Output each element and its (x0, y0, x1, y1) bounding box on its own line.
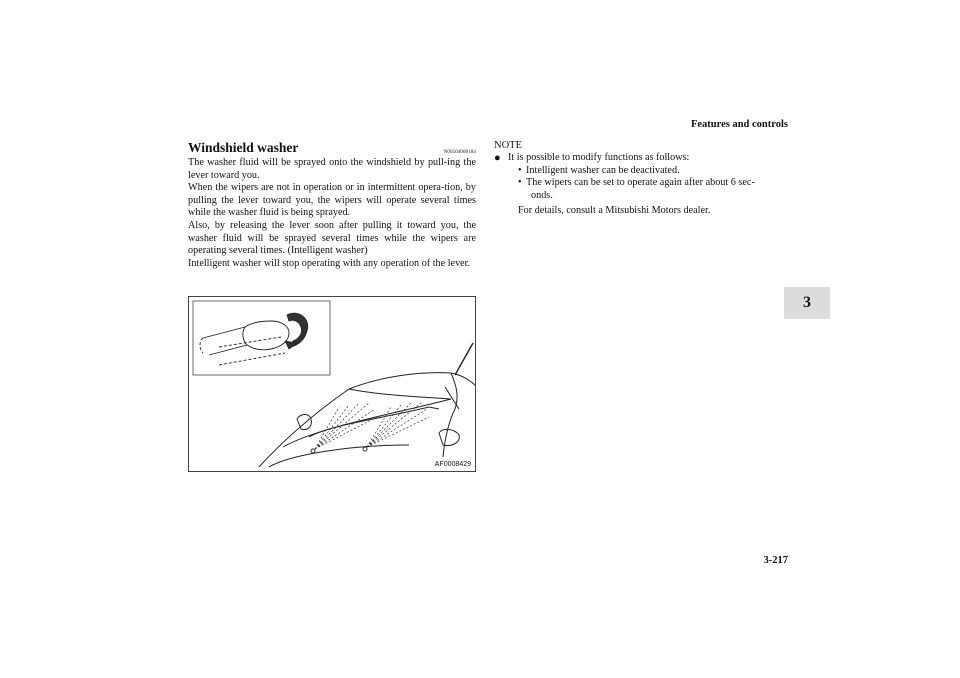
note-title: NOTE (494, 140, 522, 151)
page-number: 3-217 (763, 555, 788, 566)
body-paragraph-1: The washer fluid will be sprayed onto the windshield by pull-ing the lever toward you. (188, 157, 476, 181)
sub-bullet-icon: • (518, 164, 522, 176)
section-tab-number: 3 (803, 294, 811, 311)
washer-spray-lines (315, 403, 429, 449)
section-tab (784, 287, 830, 319)
note-sub-item-text: Intelligent washer can be deactivated. (526, 164, 680, 176)
left-column (188, 140, 476, 270)
bullet-icon: ● (494, 152, 501, 164)
body-paragraph-2: When the wipers are not in operation or in intermittent opera-tion, by pulling the lever toward you, the wipers will operate several times while the washer fluid is being sprayed. (188, 182, 476, 219)
note-sub-item-continuation: onds. (531, 189, 553, 201)
note-sub-item-2 (494, 177, 788, 190)
washer-illustration (188, 296, 476, 472)
section-code: N00504000184 (443, 150, 476, 155)
section-heading-text: Windshield washer (188, 140, 299, 155)
note-sub-item-1 (494, 165, 788, 178)
note-bullet-text: It is possible to modify functions as follows: (508, 152, 690, 163)
windshield-washer-drawing (189, 297, 476, 472)
body-paragraph-4: Intelligent washer will stop operating with any operation of the lever. (188, 257, 471, 269)
body-paragraph-3: Also, by releasing the lever soon after pulling it toward you, the washer fluid will be sprayed several times while the wipers are operating several times. (Intelligent washer) (188, 219, 476, 257)
note-sub-item-text: The wipers can be set to operate again after about 6 sec- (526, 177, 755, 189)
note-bullet (494, 152, 788, 165)
sub-bullet-icon: • (518, 177, 522, 189)
lever-inset-frame (193, 301, 330, 375)
side-mirror-icon (297, 415, 459, 446)
illustration-code: AF0008429 (434, 461, 471, 468)
header-title: Features and controls (690, 119, 788, 130)
car-windshield-outline (259, 373, 476, 467)
note-column (494, 140, 788, 218)
note-details: For details, consult a Mitsubishi Motors dealer. (518, 205, 711, 217)
antenna-icon (455, 343, 473, 375)
section-heading (188, 140, 476, 157)
